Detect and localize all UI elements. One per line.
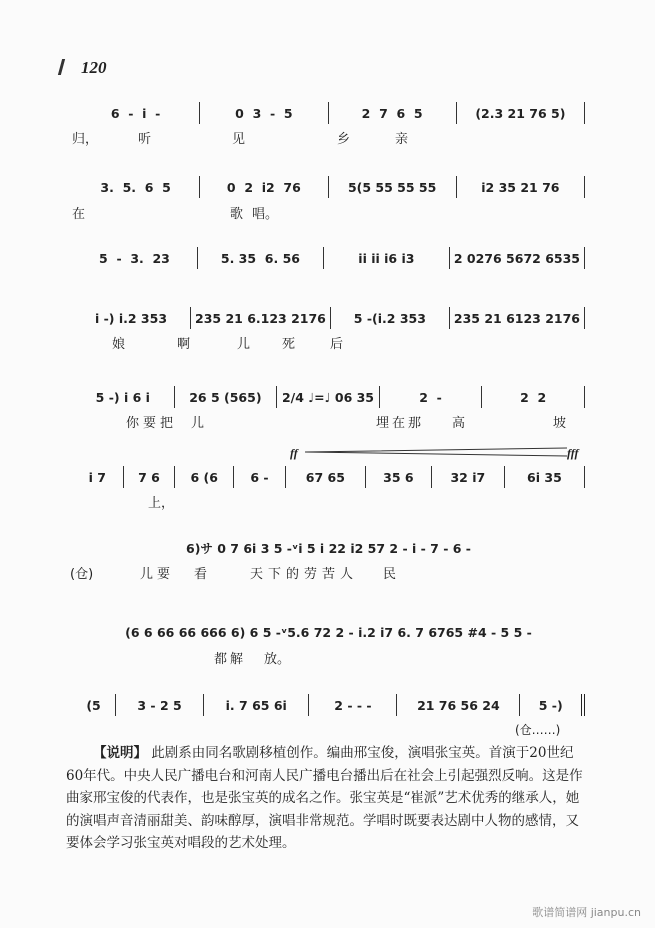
dynamic-fff: fff (567, 446, 579, 460)
note-body: 此剧系由同名歌剧移植创作。编曲邢宝俊，演唱张宝英。首演于20世纪60年代。中央人民广播电台和河南人民广播电台播出后在社会上引起强烈反响。这是作曲家邢宝俊的代表作，也是张宝英的成名之作。张宝英是“崔派”艺术优秀的继承人，她的演唱声音清丽甜美、韵味醇厚，演唱非常规范。学唱时既要表达剧中人物的感情，又要体会学习张宝英对唱段的艺术处理。 (66, 745, 583, 851)
measure: 6)サ 0 7 6i 3 5 -ᵛi 5 i 22 i2 57 2 - i - 7 - 6 - (186, 541, 471, 556)
dynamic-ff: ff (290, 446, 298, 460)
measure: (5 (72, 694, 116, 716)
score-row-7 (72, 537, 585, 559)
lyric: 上， (148, 496, 175, 511)
measure: i. 7 65 6i (204, 694, 309, 716)
measure: i 7 (72, 466, 124, 488)
lyric: 你要把 (126, 416, 178, 431)
lyric: 歌 (230, 207, 244, 222)
measure: 5 -(i.2 353 (331, 307, 450, 329)
measure: 5 -) i 6 i (72, 386, 175, 408)
lyric: 放。 (264, 652, 291, 667)
lyric: 唱。 (252, 207, 279, 222)
score-row-2 (72, 176, 585, 198)
measure: 32 i7 (432, 466, 505, 488)
measure: 5. 35 6. 56 (198, 247, 324, 269)
crescendo-hairpin-icon (305, 447, 567, 457)
lyric: (仓……) (515, 723, 561, 737)
measure: 3. 5. 6 5 (72, 176, 200, 198)
lyric: 后 (330, 337, 344, 352)
lyric: 啊 (177, 337, 191, 352)
measure: 67 65 (286, 466, 366, 488)
lyric: 儿 (191, 416, 205, 431)
measure: 2 - - - (309, 694, 397, 716)
measure: i -) i.2 353 (72, 307, 191, 329)
measure: 5 - 3. 23 (72, 247, 198, 269)
lyric: 听 (138, 132, 152, 147)
score-row-9 (72, 694, 585, 716)
page-number: 120 (60, 58, 107, 78)
page-ornament-icon (58, 59, 79, 75)
measure: 6 - i - (72, 102, 200, 124)
lyric: 坡 (553, 416, 567, 431)
measure: i2 35 21 76 (457, 176, 585, 198)
lyric: 见 (232, 132, 246, 147)
measure: (2.3 21 76 5) (457, 102, 585, 124)
lyric: 娘 (112, 337, 126, 352)
lyric: 死 (282, 337, 296, 352)
lyric: 亲 (395, 132, 409, 147)
lyric: 都解 (214, 652, 247, 667)
lyric: 乡 (337, 132, 351, 147)
measure: 2 2 (482, 386, 585, 408)
score-row-4 (72, 307, 585, 329)
explanation-note (66, 742, 588, 855)
lyric: 高 (452, 416, 466, 431)
measure: 2/4 ♩=♩ 06 35 (277, 386, 380, 408)
measure: 5(5 55 55 55 (329, 176, 457, 198)
measure: 235 21 6.123 2176 (191, 307, 331, 329)
measure: 6 - (234, 466, 286, 488)
lyric: 看 (194, 567, 208, 582)
score-row-6 (72, 466, 585, 488)
lyric: 儿要 (140, 567, 175, 582)
measure: 3 - 2 5 (116, 694, 204, 716)
lyric: 归， (72, 132, 99, 147)
measure: (6 6 66 66 666 6) 6 5 -ᵛ5.6 72 2 - i.2 i7 6. 7 6765 #4 - 5 5 - (125, 624, 532, 640)
lyric: (仓) (70, 567, 94, 582)
watermark: 歌谱简谱网 jianpu.cn (532, 906, 641, 919)
measure: 235 21 6123 2176 (450, 307, 585, 329)
measure: 2 0276 5672 6535 (450, 247, 585, 269)
measure: 21 76 56 24 (397, 694, 520, 716)
measure: 6i 35 (505, 466, 585, 488)
lyric: 天下的劳苦人 (250, 567, 359, 582)
measure: 0 3 - 5 (200, 102, 328, 124)
measure: 0 2 i2 76 (200, 176, 328, 198)
lyric: 在 (72, 207, 86, 222)
score-row-3 (72, 247, 585, 269)
measure: 7 6 (124, 466, 176, 488)
lyric: 儿 (237, 337, 251, 352)
lyric: 埋在那 (376, 416, 425, 431)
measure: 2 7 6 5 (329, 102, 457, 124)
measure: 2 - (380, 386, 483, 408)
score-row-1 (72, 102, 585, 124)
measure: 35 6 (366, 466, 432, 488)
measure: 26 5 (565) (175, 386, 278, 408)
score-row-8 (72, 621, 585, 643)
measure: 6 (6 (175, 466, 234, 488)
measure: 5 -) (520, 694, 585, 716)
measure: ii ii i6 i3 (324, 247, 450, 269)
lyric: 民 (383, 567, 397, 582)
note-label: 【说明】 (93, 745, 147, 761)
score-row-5 (72, 386, 585, 408)
